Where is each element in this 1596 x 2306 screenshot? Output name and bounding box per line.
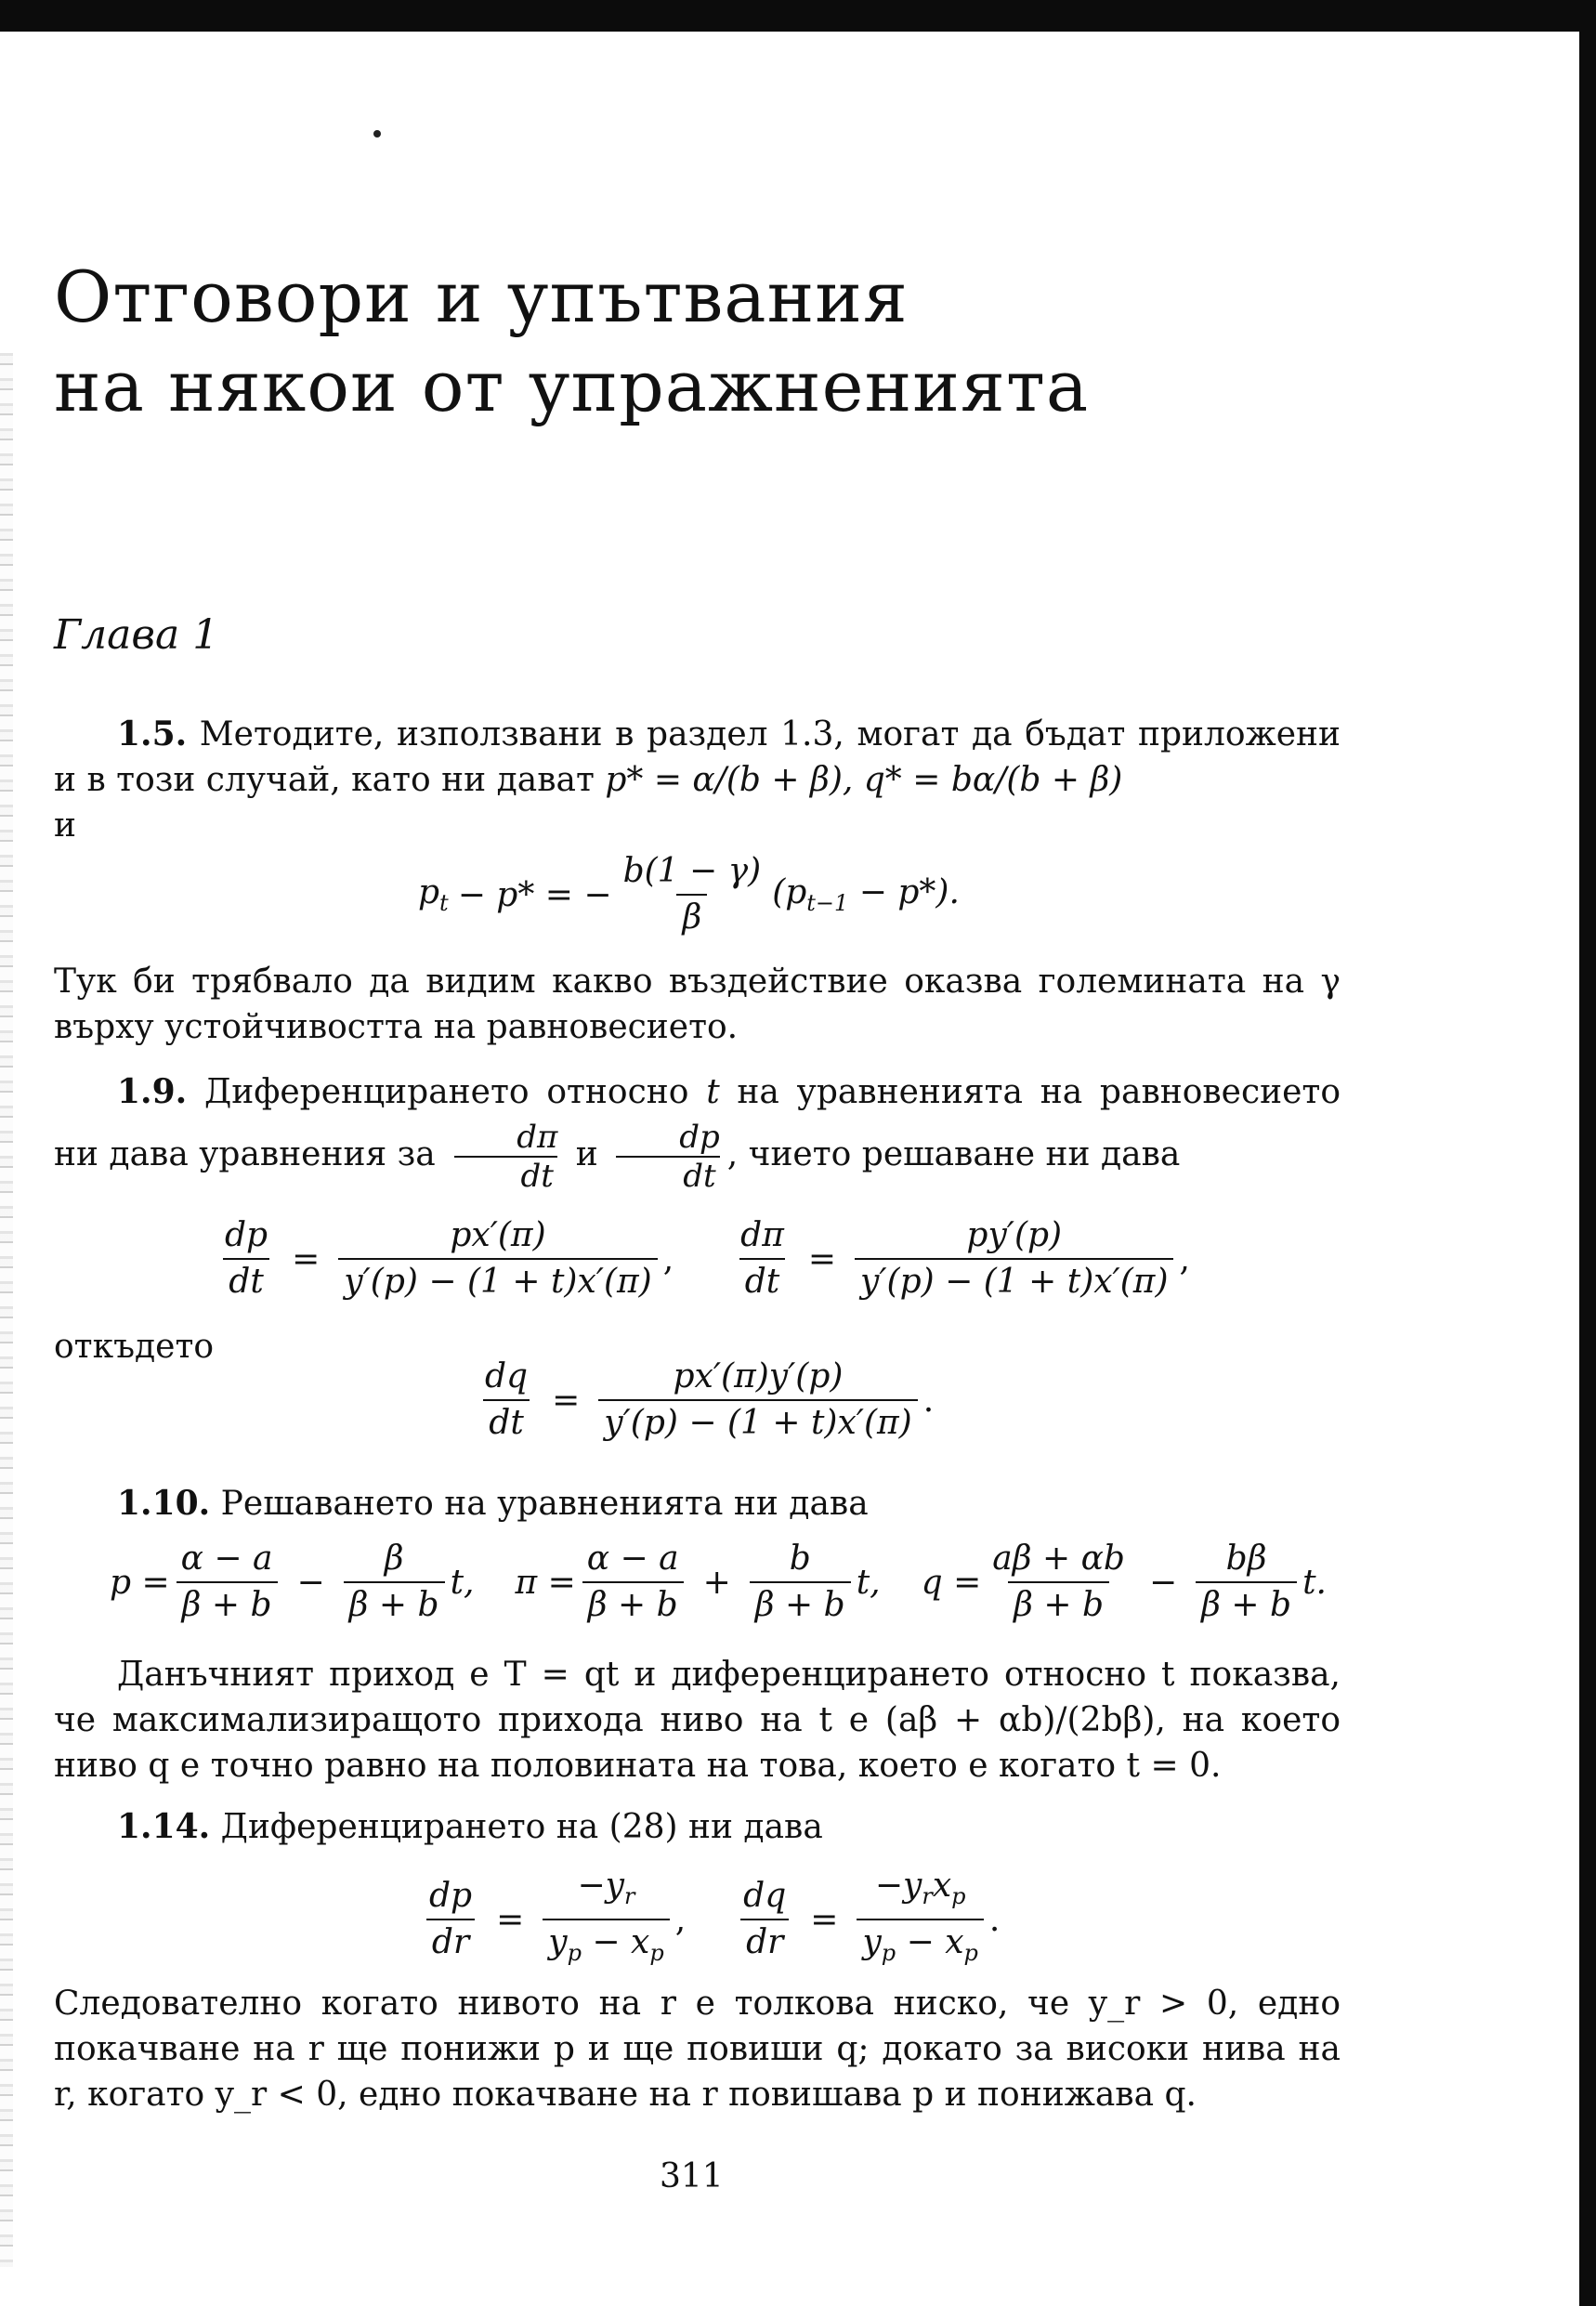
p-frac-1: $\frac{\alpha - a}{\beta + b}$	[176, 1540, 279, 1624]
exercise-1-14-text	[54, 1804, 1341, 1850]
scan-speck	[373, 130, 381, 138]
exercise-1-9-text	[54, 1064, 1341, 1193]
exercise-number: 1.14.	[117, 1807, 211, 1846]
dq-dr: $\frac{dq}{dr}$	[738, 1878, 791, 1961]
q-frac-1: $\frac{a\beta + \alpha b}{\beta + b}$	[992, 1540, 1125, 1624]
q-end: t.	[1302, 1563, 1327, 1602]
eq-rhs: $(p_{t-1} - p*)$.	[772, 872, 960, 917]
inline-fraction-dpi-dt: $\frac{d\pi}{dt}$	[450, 1120, 561, 1193]
exercise-number: 1.9.	[117, 1072, 188, 1111]
equation-1-9-b: $\frac{dq}{dt}$ = $\frac{px'(\pi)y'(p)}{y'(p) - (1 + t)x'(\pi)}$ .	[474, 1358, 934, 1442]
chapter-title	[54, 253, 1089, 431]
page-number: 311	[660, 2157, 724, 2195]
chapter-title-line-1: Отговори и упътвания	[54, 255, 909, 338]
whence-text: откъдето	[54, 1328, 215, 1366]
exercise-body: Решаването на уравненията ни дава	[220, 1485, 869, 1523]
eq2-fraction: $\frac{-y_rx_p}{y_p - x_p}$	[857, 1867, 983, 1972]
exercise-1-5-follow: Тук би трябвало да видим какво въздействие оказва големината на γ върху устойчивостта на равновесието.	[54, 963, 1341, 1046]
inline-fraction-dp-dt: $\frac{dp}{dt}$	[612, 1120, 724, 1193]
exercise-1-10-follow: Данъчният приход е T = qt и диференцирането относно t показва, че максимализиращото прихода ниво на t е (aβ + αb)/(2bβ), на което ниво q е точно равно на половината на това, което е когато t = 0.	[54, 1656, 1341, 1785]
exercise-1-14-follow: Следователно когато нивото на r е толкова ниско, че y_r > 0, едно покачване на r ще понижи p и ще повиши q; докато за високи нива на r, когато y_r < 0, едно покачване на r повишава p и понижава q.	[54, 1985, 1341, 2114]
dp-dr: $\frac{dp}{dr}$	[424, 1878, 477, 1961]
p-lhs: p =	[110, 1563, 170, 1602]
exercise-body: Методите, използвани в раздел 1.3, могат да бъдат приложени и в този случай, като ни дават	[54, 715, 1341, 799]
variable-t: t	[706, 1073, 720, 1111]
pi-lhs: π =	[515, 1563, 576, 1602]
exercise-body-c: , чието решаване ни дава	[726, 1135, 1181, 1173]
conjunction: и	[54, 806, 76, 845]
dpi-dt: $\frac{d\pi}{dt}$	[740, 1216, 784, 1301]
exercise-number: 1.5.	[117, 714, 188, 753]
dp-dt: $\frac{dp}{dt}$	[225, 1216, 268, 1301]
scan-binding-edge	[0, 353, 13, 2267]
conjunction: и	[575, 1135, 598, 1173]
pstar-expression: p* = α/(b + β),	[605, 761, 854, 799]
exercise-number: 1.10.	[117, 1484, 211, 1523]
exercise-body-a: Диференцирането относно	[203, 1073, 689, 1111]
chapter-title-line-2: на някои от упражненията	[54, 345, 1090, 427]
p-frac-2: $\frac{\beta}{\beta + b}$	[344, 1540, 445, 1624]
exercise-1-10-text	[54, 1481, 1341, 1526]
p-end: t,	[450, 1563, 475, 1602]
eq2-fraction: $\frac{py'(p)}{y'(p) - (1 + t)x'(\pi)}$	[855, 1217, 1173, 1301]
equation-1-14: $\frac{dp}{dr}$ = $\frac{-y_r}{y_p - x_p}$ , $\frac{dq}{dr}$ = $\frac{-y_rx_p}{y_p - x_p}$ .	[418, 1867, 1000, 1972]
eq-minus-pstar: − p* = −	[457, 875, 612, 914]
dq-dt: $\frac{dq}{dt}$	[485, 1357, 529, 1442]
pi-end: t,	[856, 1563, 881, 1602]
eq1-fraction: $\frac{px'(\pi)}{y'(p) - (1 + t)x'(\pi)}$	[338, 1217, 657, 1301]
exercise-body-b: на уравненията на равновесието ни дава уравнения за	[54, 1073, 1341, 1173]
q-frac-2: $\frac{b\beta}{\beta + b}$	[1196, 1540, 1297, 1624]
q-lhs: q =	[921, 1563, 982, 1602]
scan-top-border	[0, 0, 1596, 32]
eq-lhs: $p_t$	[418, 872, 449, 917]
equation-1-10: p = $\frac{\alpha - a}{\beta + b}$ − $\frac{\beta}{\beta + b}$ t, π = $\frac{\alpha - a}{\beta + b}$ + $\frac{b}{\beta + b}$ t, q = $\frac{a\beta + \alpha b}{\beta + b}$ − $\frac{b\beta}{\beta + b}$ t.	[110, 1540, 1327, 1624]
pi-frac-2: $\frac{b}{\beta + b}$	[750, 1540, 851, 1624]
exercise-body: Диференцирането на (28) ни дава	[220, 1808, 823, 1846]
scan-right-border	[1579, 0, 1596, 2306]
equation-1-5	[418, 853, 960, 937]
section-heading: Глава 1	[54, 611, 219, 659]
eq1-fraction: $\frac{-y_r}{y_p - x_p}$	[543, 1867, 669, 1972]
eq3-fraction: $\frac{px'(\pi)y'(p)}{y'(p) - (1 + t)x'(\pi)}$	[598, 1358, 917, 1442]
exercise-1-5-text	[54, 712, 1341, 848]
pi-frac-1: $\frac{\alpha - a}{\beta + b}$	[582, 1540, 685, 1624]
qstar-expression: q* = bα/(b + β)	[863, 761, 1123, 799]
eq-fraction: $\frac{b(1 - \gamma)}{\beta}$	[622, 852, 762, 937]
equation-1-9-a: $\frac{dp}{dt}$ = $\frac{px'(\pi)}{y'(p) - (1 + t)x'(\pi)}$ , $\frac{d\pi}{dt}$ = $\frac{py'(p)}{y'(p) - (1 + t)x'(\pi)}$ ,	[214, 1217, 1190, 1301]
